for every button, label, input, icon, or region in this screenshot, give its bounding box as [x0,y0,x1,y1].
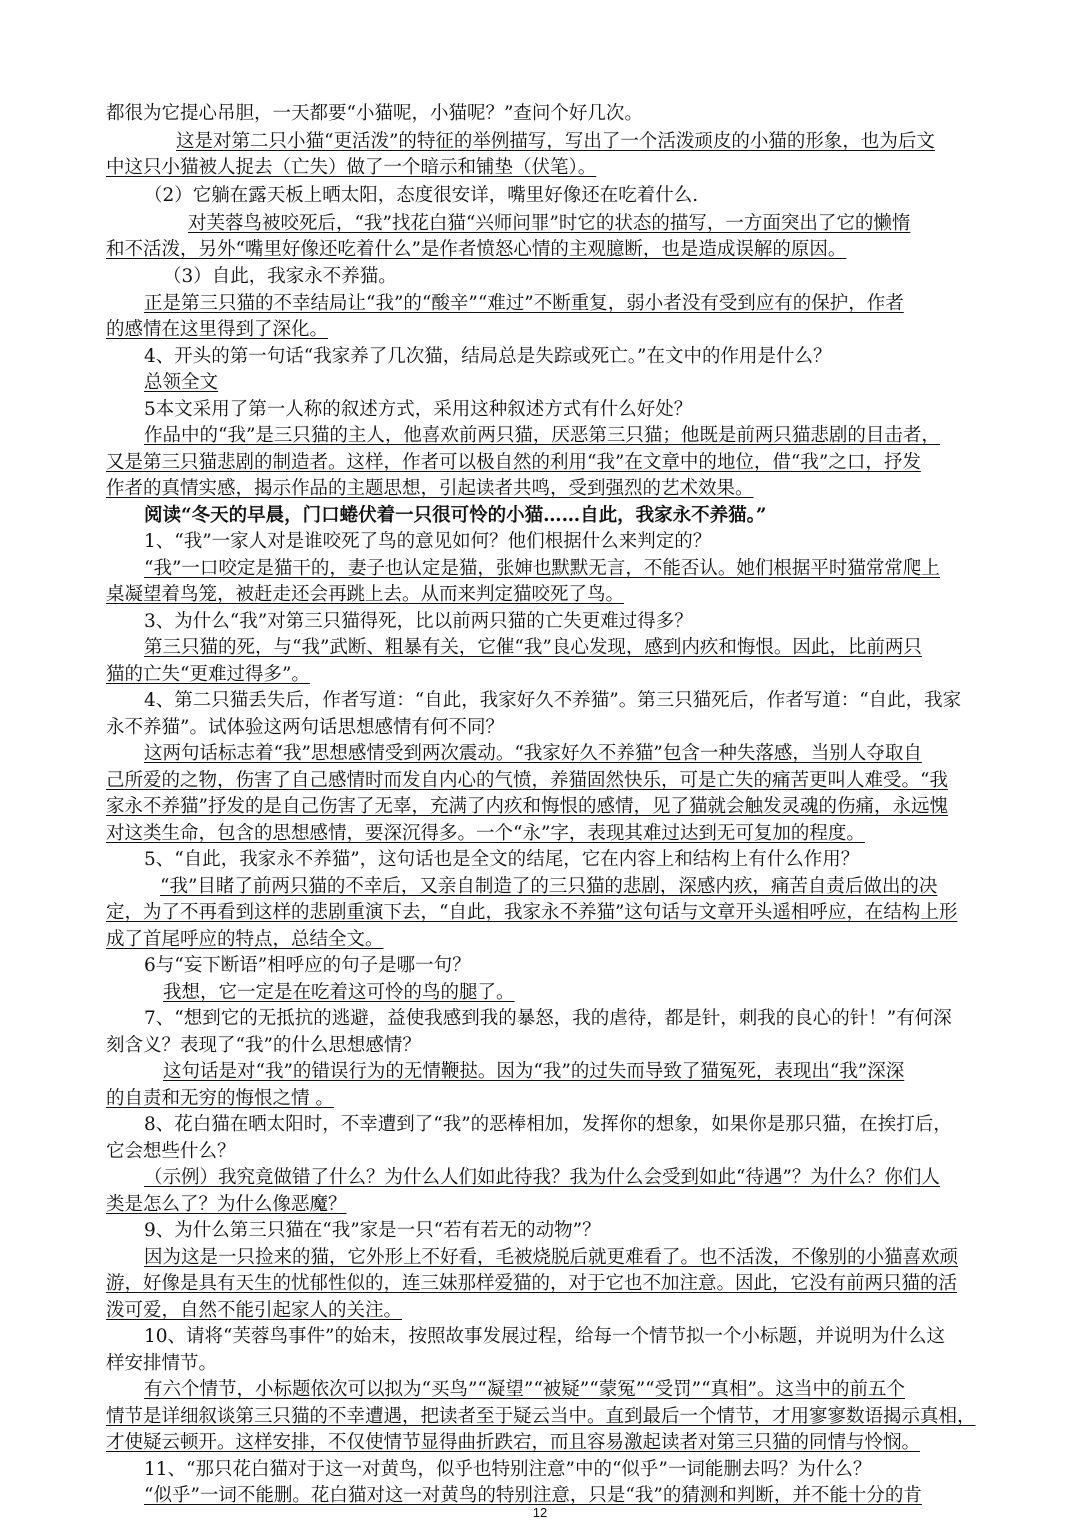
answer-line: “我”一口咬定是猫干的，妻子也认定是猫，张婶也默默无言，不能否认。她们根据平时猫常常爬上 [144,558,940,579]
answer-line: 的自责和无穷的悔恨之情 。 [106,1088,334,1109]
answer-line: 作者的真情实感，揭示作品的主题思想，引起读者共鸣，受到强烈的艺术效果。 [106,478,754,499]
question-line: 5、“自此，我家永不养猫”，这句话也是全文的结尾，它在内容上和结构上有什么作用？ [144,849,860,870]
question-line: 7、“想到它的无抵抗的逃避，益使我感到我的暴怒，我的虐待，都是针，刺我的良心的针！”有何深 [144,1008,952,1029]
question-line: 3、为什么“我”对第三只猫得死，比以前两只猫的亡失更难过得多？ [144,611,693,632]
answer-line: 己所爱的之物，伤害了自己感情时而发自内心的气愤，养猫固然快乐，可是亡失的痛苦更叫人难受。“我 [106,770,948,791]
answer-line: “我”目睹了前两只猫的不幸后，又亲自制造了的三只猫的悲剧，深感内疚，痛苦自责后做出的决 [160,876,938,897]
question-line: 样安排情节。 [106,1353,218,1374]
answer-line: 正是第三只猫的不幸结局让“我”的“酸辛”“难过”不断重复，弱小者没有受到应有的保护，作者 [144,293,904,314]
answer-line: 游，好像是具有天生的忧郁性似的，连三妹那样爱猫的，对于它也不加注意。因此，它没有前两只猫的活 [106,1273,958,1294]
question-line: 它会想些什么？ [106,1141,236,1162]
question-line: 6与“妄下断语”相呼应的句子是哪一句？ [144,955,471,976]
answer-line: 我想，它一定是在吃着这可怜的鸟的腿了。 [163,982,515,1003]
text-line: （2）它躺在露天板上晒太阳，态度很安详，嘴里好像还在吃着什么. [144,185,699,206]
question-line: 8、花白猫在晒太阳时，不幸遭到了“我”的恶棒相加，发挥你的想象，如果你是那只猫，在挨打后， [144,1114,952,1135]
answer-line: 因为这是一只捡来的猫，它外形上不好看，毛被烧脱后就更难看了。也不活泼，不像别的小猫喜欢顽 [144,1247,959,1268]
answer-line: 泼可爱，自然不能引起家人的关注。 [106,1300,403,1321]
answer-line: 总领全文 [144,372,219,393]
text-line: 都很为它提心吊胆，一天都要“小猫呢，小猫呢？”查问个好几次。 [106,103,643,124]
answer-line: （示例）我究竟做错了什么？为什么人们如此待我？我为什么会受到如此“待遇”？为什么？你们人 [144,1167,940,1188]
answer-line: 和不活泼，另外“嘴里好像还吃着什么”是作者愤怒心情的主观臆断，也是造成误解的原因。 [106,239,847,260]
answer-line: 这句话是对“我”的错误行为的无情鞭挞。因为“我”的过失而导致了猫冤死，表现出“我”深深 [163,1061,905,1082]
question-line: 永不养猫”。试体验这两句话思想感情有何不同？ [106,717,504,738]
answer-line: 对芙蓉鸟被咬死后，“我”找花白猫“兴师问罪”时它的状态的描写，一方面突出了它的懒惰 [188,213,911,234]
answer-line: 成了首尾呼应的特点，总结全文。 [106,929,384,950]
question-line: 4、开头的第一句话“我家养了几次猫，结局总是失踪或死亡。”在文中的作用是什么？ [144,346,832,367]
question-line: 刻含义？表现了“我”的什么思想感情？ [106,1035,421,1056]
page-number: 12 [532,1505,548,1520]
answer-line: 定，为了不再看到这样的悲剧重演下去，“自此，我家永不养猫”这句话与文章开头遥相呼应，在结构上形 [106,902,958,923]
answer-line: 才使疑云顿开。这样安排，不仅使情节显得曲折跌宕，而且容易激起读者对第三只猫的同情与怜悯。 [106,1432,921,1453]
answer-line: 这两句话标志着“我”思想感情受到两次震动。“我家好久不养猫”包含一种失落感，当别人夺取自 [144,743,922,764]
question-line: 4、第二只猫丢失后，作者写道：“自此，我家好久不养猫”。第三只猫死后，作者写道：“自此，我家 [144,690,962,711]
text-line: （3）自此，我家永不养猫。 [163,266,397,287]
answer-line: 家永不养猫”抒发的是自己伤害了无辜，充满了内疚和悔恨的感情，见了猫就会触发灵魂的伤痛，永远愧 [106,796,948,817]
answer-line: 情节是详细叙谈第三只猫的不幸遭遇，把读者至于疑云当中。直到最后一个情节，才用寥寥数语揭示真相， [106,1406,976,1427]
question-line: 11、“那只花白猫对于这一对黄鸟，似乎也特别注意”中的“似乎”一词能删去吗？为什么？ [144,1459,872,1480]
question-line: 5本文采用了第一人称的叙述方式，采用这种叙述方式有什么好处？ [144,399,693,420]
answer-line: 的感情在这里得到了深化。 [106,319,329,340]
answer-line: 桌凝望着鸟笼，被赶走还会再跳上去。从而来判定猫咬死了鸟。 [106,584,625,605]
answer-line: 猫的亡失“更难过得多”。 [106,664,310,685]
answer-line: 第三只猫的死，与“我”武断、粗暴有关，它催“我”良心发现，感到内疚和悔恨。因此，比前两只 [144,637,922,658]
answer-line: 作品中的“我”是三只猫的主人，他喜欢前两只猫，厌恶第三只猫；他既是前两只猫悲剧的目击者， [144,425,940,446]
answer-line: 这是对第二只小猫“更活泼”的特征的举例描写，写出了一个活泼顽皮的小猫的形象，也为后文 [176,131,935,152]
answer-line: 类是怎么了？为什么像恶魔？ [106,1194,347,1215]
section-heading: 阅读“冬天的早晨，门口蜷伏着一只很可怜的小猫……自此，我家永不养猫。” [144,505,767,526]
question-line: 9、为什么第三只猫在“我”家是一只“若有若无的动物”？ [144,1220,601,1241]
question-line: 10、请将“芙蓉鸟事件”的始末，按照故事发展过程，给每一个情节拟一个小标题，并说明为什么这 [144,1326,945,1347]
answer-line: “似乎”一词不能删。花白猫对这一对黄鸟的特别注意，只是“我”的猜测和判断，并不能十分的肯 [144,1485,922,1506]
answer-line: 又是第三只猫悲剧的制造者。这样，作者可以极自然的利用“我”在文章中的地位，借“我”之口，抒发 [106,452,921,473]
answer-line: 有六个情节，小标题依次可以拟为“买鸟”“凝望”“被疑”“蒙冤”“受罚”“真相”。这当中的前五个 [144,1379,905,1400]
question-line: 1、“我”一家人对是谁咬死了鸟的意见如何？他们根据什么来判定的？ [144,531,712,552]
answer-line: 中这只小猫被人捉去（亡失）做了一个暗示和铺垫（伏笔）。 [106,157,597,178]
answer-line: 对这类生命，包含的思想感情，要深沉得多。一个“永”字，表现其难过达到无可复加的程度。 [106,823,865,844]
